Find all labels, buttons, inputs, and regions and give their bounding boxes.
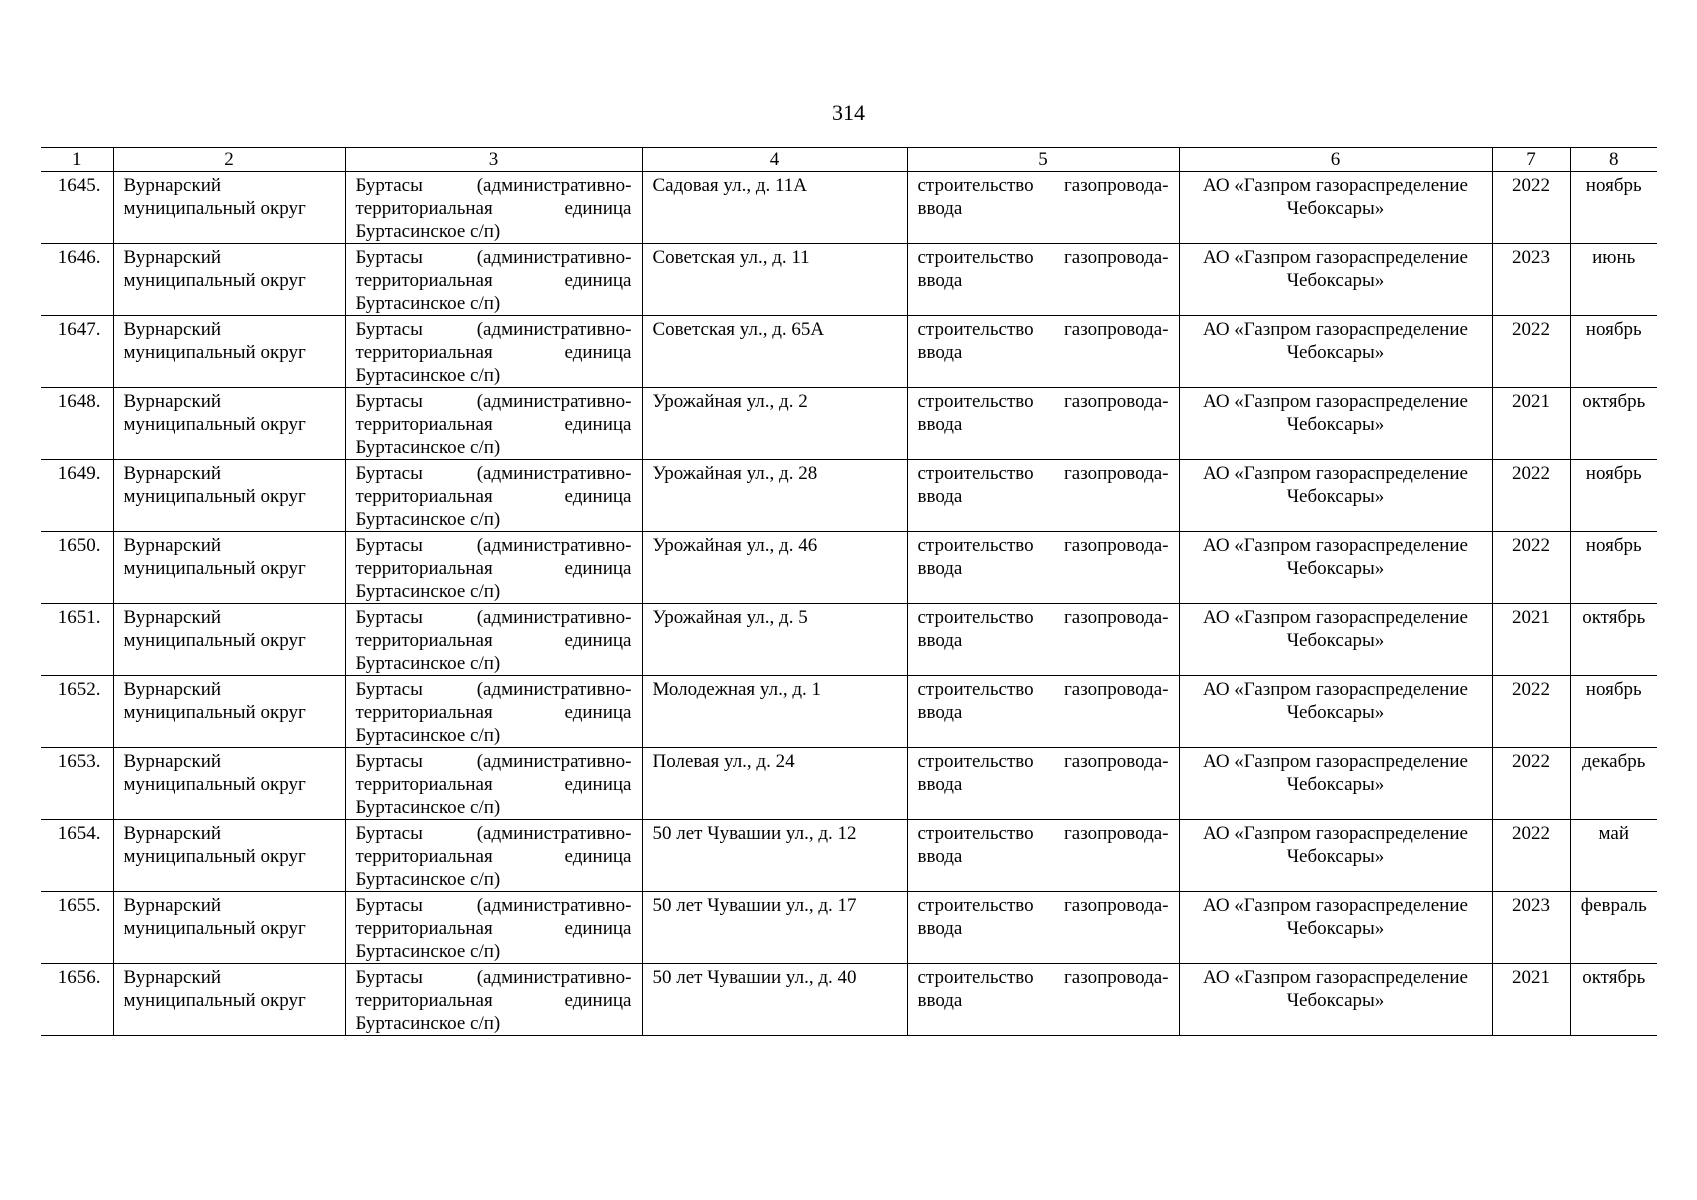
year-cell: 2023: [1492, 892, 1570, 964]
month-cell: октябрь: [1570, 388, 1657, 460]
table-row: [41, 892, 1657, 964]
district-cell: Вурнарский муниципальный округ: [113, 172, 345, 244]
address-cell: 50 лет Чувашии ул., д. 12: [642, 820, 907, 892]
table-row: [41, 460, 1657, 532]
address-cell: Полевая ул., д. 24: [642, 748, 907, 820]
column-header-3: 3: [345, 148, 642, 172]
district-cell: Вурнарский муниципальный округ: [113, 604, 345, 676]
table-row: [41, 244, 1657, 316]
address-cell: Молодежная ул., д. 1: [642, 676, 907, 748]
locality-cell: Буртасы (административно-территориальная единица Буртасинское с/п): [345, 244, 642, 316]
year-cell: 2022: [1492, 532, 1570, 604]
organization-cell: АО «Газпром газораспределение Чебоксары»: [1179, 172, 1492, 244]
locality-cell: Буртасы (административно-территориальная единица Буртасинское с/п): [345, 388, 642, 460]
locality-cell: Буртасы (административно-территориальная единица Буртасинское с/п): [345, 532, 642, 604]
work-type-cell: строительство газопровода-ввода: [907, 460, 1179, 532]
column-header-5: 5: [907, 148, 1179, 172]
locality-cell: Буртасы (административно-территориальная единица Буртасинское с/п): [345, 892, 642, 964]
work-type-cell: строительство газопровода-ввода: [907, 892, 1179, 964]
locality-cell: Буртасы (административно-территориальная единица Буртасинское с/п): [345, 172, 642, 244]
month-cell: октябрь: [1570, 964, 1657, 1036]
row-number: 1655.: [41, 892, 113, 964]
year-cell: 2021: [1492, 604, 1570, 676]
year-cell: 2022: [1492, 316, 1570, 388]
table-row: [41, 820, 1657, 892]
district-cell: Вурнарский муниципальный округ: [113, 748, 345, 820]
column-header-1: 1: [41, 148, 113, 172]
work-type-cell: строительство газопровода-ввода: [907, 676, 1179, 748]
organization-cell: АО «Газпром газораспределение Чебоксары»: [1179, 532, 1492, 604]
district-cell: Вурнарский муниципальный округ: [113, 532, 345, 604]
column-header-2: 2: [113, 148, 345, 172]
locality-cell: Буртасы (административно-территориальная единица Буртасинское с/п): [345, 676, 642, 748]
year-cell: 2022: [1492, 748, 1570, 820]
district-cell: Вурнарский муниципальный округ: [113, 676, 345, 748]
gas-pipeline-register-table: [41, 147, 1657, 1036]
year-cell: 2022: [1492, 172, 1570, 244]
work-type-cell: строительство газопровода-ввода: [907, 748, 1179, 820]
row-number: 1645.: [41, 172, 113, 244]
table-row: [41, 388, 1657, 460]
organization-cell: АО «Газпром газораспределение Чебоксары»: [1179, 388, 1492, 460]
address-cell: Урожайная ул., д. 2: [642, 388, 907, 460]
year-cell: 2022: [1492, 676, 1570, 748]
locality-cell: Буртасы (административно-территориальная единица Буртасинское с/п): [345, 820, 642, 892]
month-cell: ноябрь: [1570, 532, 1657, 604]
month-cell: июнь: [1570, 244, 1657, 316]
column-header-4: 4: [642, 148, 907, 172]
year-cell: 2021: [1492, 388, 1570, 460]
district-cell: Вурнарский муниципальный округ: [113, 892, 345, 964]
month-cell: май: [1570, 820, 1657, 892]
table-row: [41, 532, 1657, 604]
address-cell: Урожайная ул., д. 46: [642, 532, 907, 604]
table-row: [41, 964, 1657, 1036]
row-number: 1656.: [41, 964, 113, 1036]
organization-cell: АО «Газпром газораспределение Чебоксары»: [1179, 748, 1492, 820]
row-number: 1650.: [41, 532, 113, 604]
organization-cell: АО «Газпром газораспределение Чебоксары»: [1179, 460, 1492, 532]
row-number: 1646.: [41, 244, 113, 316]
row-number: 1648.: [41, 388, 113, 460]
locality-cell: Буртасы (административно-территориальная единица Буртасинское с/п): [345, 964, 642, 1036]
locality-cell: Буртасы (административно-территориальная единица Буртасинское с/п): [345, 460, 642, 532]
work-type-cell: строительство газопровода-ввода: [907, 604, 1179, 676]
row-number: 1651.: [41, 604, 113, 676]
district-cell: Вурнарский муниципальный округ: [113, 964, 345, 1036]
address-cell: Советская ул., д. 11: [642, 244, 907, 316]
month-cell: декабрь: [1570, 748, 1657, 820]
month-cell: ноябрь: [1570, 676, 1657, 748]
column-number-header-row: [41, 148, 1657, 172]
table-row: [41, 172, 1657, 244]
column-header-8: 8: [1570, 148, 1657, 172]
year-cell: 2021: [1492, 964, 1570, 1036]
table-row: [41, 604, 1657, 676]
table-body: [41, 148, 1657, 1036]
table-row: [41, 316, 1657, 388]
organization-cell: АО «Газпром газораспределение Чебоксары»: [1179, 820, 1492, 892]
month-cell: ноябрь: [1570, 460, 1657, 532]
page-number: 314: [832, 100, 865, 125]
work-type-cell: строительство газопровода-ввода: [907, 388, 1179, 460]
table-row: [41, 676, 1657, 748]
month-cell: ноябрь: [1570, 316, 1657, 388]
address-cell: Садовая ул., д. 11А: [642, 172, 907, 244]
month-cell: ноябрь: [1570, 172, 1657, 244]
row-number: 1652.: [41, 676, 113, 748]
table-row: [41, 748, 1657, 820]
locality-cell: Буртасы (административно-территориальная единица Буртасинское с/п): [345, 316, 642, 388]
district-cell: Вурнарский муниципальный округ: [113, 244, 345, 316]
locality-cell: Буртасы (административно-территориальная единица Буртасинское с/п): [345, 604, 642, 676]
work-type-cell: строительство газопровода-ввода: [907, 172, 1179, 244]
address-cell: 50 лет Чувашии ул., д. 17: [642, 892, 907, 964]
month-cell: октябрь: [1570, 604, 1657, 676]
locality-cell: Буртасы (административно-территориальная единица Буртасинское с/п): [345, 748, 642, 820]
work-type-cell: строительство газопровода-ввода: [907, 964, 1179, 1036]
work-type-cell: строительство газопровода-ввода: [907, 820, 1179, 892]
address-cell: 50 лет Чувашии ул., д. 40: [642, 964, 907, 1036]
organization-cell: АО «Газпром газораспределение Чебоксары»: [1179, 892, 1492, 964]
work-type-cell: строительство газопровода-ввода: [907, 244, 1179, 316]
month-cell: февраль: [1570, 892, 1657, 964]
organization-cell: АО «Газпром газораспределение Чебоксары»: [1179, 676, 1492, 748]
column-header-7: 7: [1492, 148, 1570, 172]
work-type-cell: строительство газопровода-ввода: [907, 532, 1179, 604]
district-cell: Вурнарский муниципальный округ: [113, 388, 345, 460]
column-header-6: 6: [1179, 148, 1492, 172]
row-number: 1654.: [41, 820, 113, 892]
year-cell: 2023: [1492, 244, 1570, 316]
district-cell: Вурнарский муниципальный округ: [113, 820, 345, 892]
district-cell: Вурнарский муниципальный округ: [113, 316, 345, 388]
address-cell: Урожайная ул., д. 5: [642, 604, 907, 676]
year-cell: 2022: [1492, 460, 1570, 532]
address-cell: Советская ул., д. 65А: [642, 316, 907, 388]
organization-cell: АО «Газпром газораспределение Чебоксары»: [1179, 316, 1492, 388]
organization-cell: АО «Газпром газораспределение Чебоксары»: [1179, 244, 1492, 316]
row-number: 1653.: [41, 748, 113, 820]
year-cell: 2022: [1492, 820, 1570, 892]
district-cell: Вурнарский муниципальный округ: [113, 460, 345, 532]
organization-cell: АО «Газпром газораспределение Чебоксары»: [1179, 604, 1492, 676]
row-number: 1649.: [41, 460, 113, 532]
work-type-cell: строительство газопровода-ввода: [907, 316, 1179, 388]
row-number: 1647.: [41, 316, 113, 388]
address-cell: Урожайная ул., д. 28: [642, 460, 907, 532]
organization-cell: АО «Газпром газораспределение Чебоксары»: [1179, 964, 1492, 1036]
